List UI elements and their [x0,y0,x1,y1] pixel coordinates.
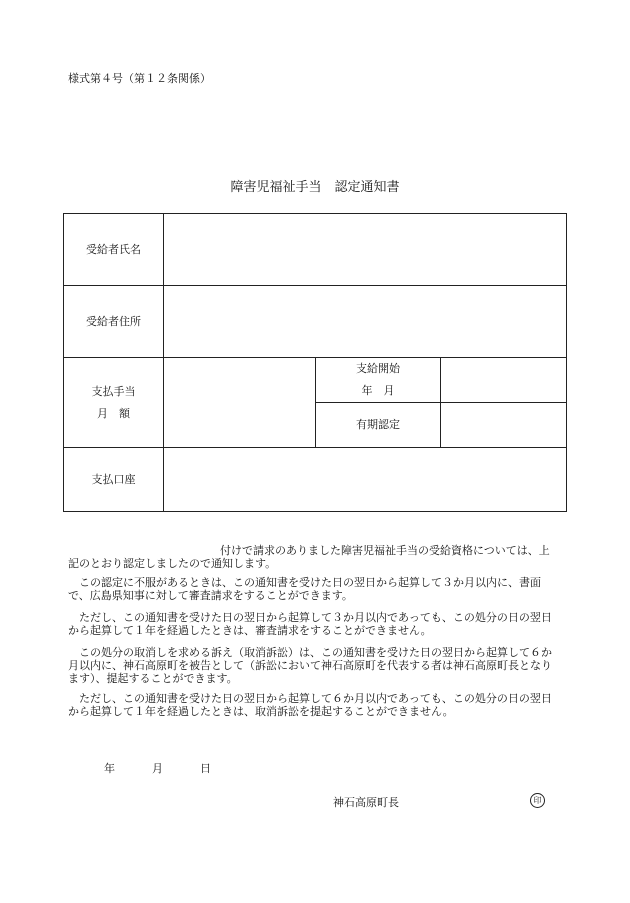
form-number: 様式第４号（第１２条関係） [68,72,211,85]
payment-start-label-line1: 支給開始 [356,362,400,375]
recipient-address-field[interactable] [164,286,567,358]
fixed-term-field[interactable] [441,403,567,448]
recipient-address-label-cell [64,286,164,358]
notice-paragraph-1: 付けで請求のありました障害児福祉手当の受給資格については、上記のとおり認定しましたので通知します。 [68,544,550,570]
payment-start-label-line2: 年 月 [361,384,395,397]
recipient-name-label-cell [64,214,164,286]
title-sub: 認定通知書 [334,180,400,195]
document-title [0,176,630,195]
recipient-address-label: 受給者住所 [86,314,141,328]
notice-paragraph-2: この認定に不服があるときは、この通知書を受けた日の翌日から起算して３か月以内に、書面で、広島県知事に対して審査請求をすることができます。 [68,576,541,602]
payment-amount-label-line1: 支払手当 [91,384,136,398]
date-day-label: 日 [200,762,211,775]
payment-amount-field[interactable] [164,358,316,448]
payment-amount-label-cell [64,358,164,448]
title-main: 障害児福祉手当 [230,180,322,195]
payment-amount-label-line2: 月 額 [97,406,130,420]
fixed-term-label-cell [316,403,441,448]
notice-paragraph-5: ただし、この通知書を受けた日の翌日から起算して６か月以内であっても、この処分の日の翌日から起算して１年を経過したときは、取消訴訟を提起することができません。 [68,692,552,718]
recipient-name-field[interactable] [164,214,567,286]
payment-account-label: 支払口座 [91,472,136,486]
seal-mark-icon: 印 [530,793,545,808]
payment-start-field[interactable] [441,358,567,403]
notice-paragraph-4: この処分の取消しを求める訴え（取消訴訟）は、この通知書を受けた日の翌日から起算して６か月以内に、神石高原町を被告として（訴訟において神石高原町を代表する者は神石高原町長となります）、提起することができます。 [68,646,552,685]
date-month-label: 月 [152,762,163,775]
issuer-name: 神石高原町長 [333,796,399,809]
recipient-name-label: 受給者氏名 [86,242,141,256]
payment-start-label-cell [316,358,441,403]
payment-account-label-cell [64,448,164,512]
notice-paragraph-3: ただし、この通知書を受けた日の翌日から起算して３か月以内であっても、この処分の日の翌日から起算して１年を経過したときは、審査請求をすることができません。 [68,611,552,637]
payment-account-field[interactable] [164,448,567,512]
date-year-label: 年 [104,762,115,775]
certificate-table [63,213,567,512]
fixed-term-label: 有期認定 [356,418,400,431]
